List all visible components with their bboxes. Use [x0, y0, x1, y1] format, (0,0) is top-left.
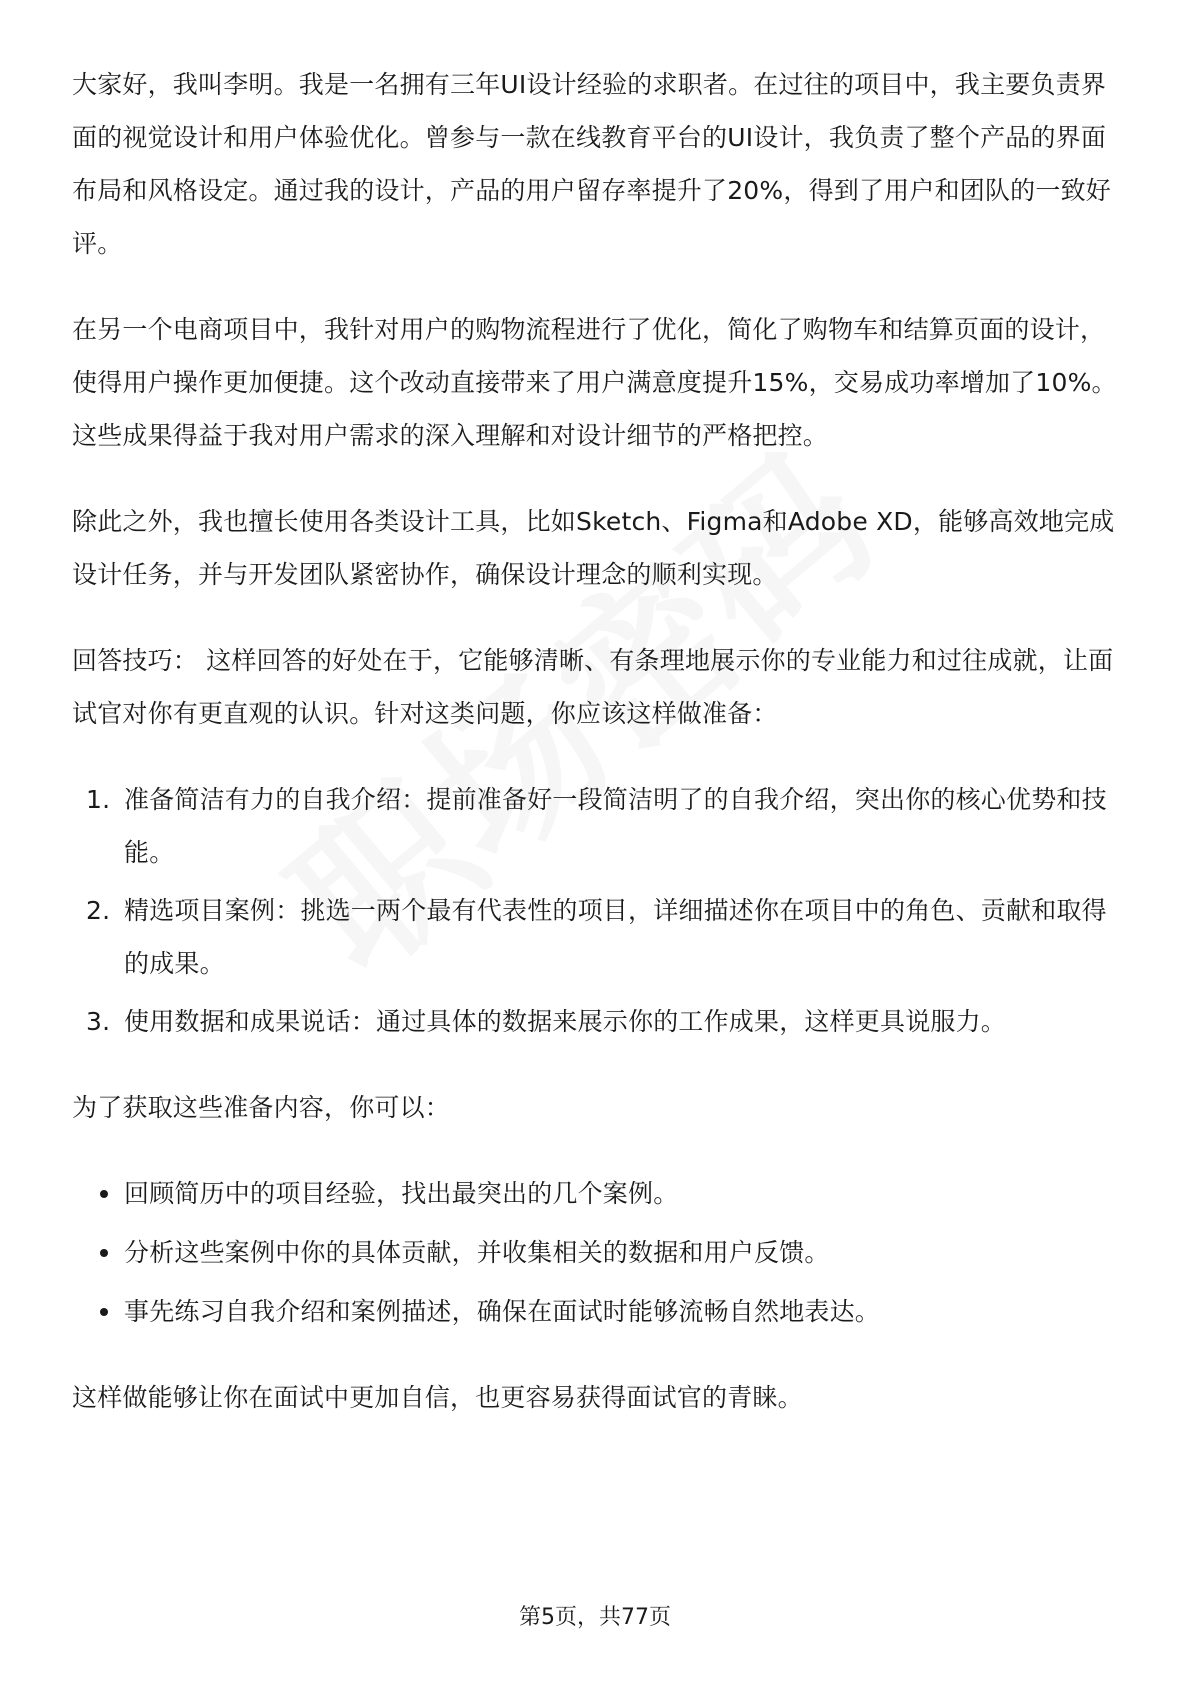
list-item-text: 使用数据和成果说话：通过具体的数据来展示你的工作成果，这样更具说服力。 [124, 1007, 1007, 1036]
tools-paragraph: 除此之外，我也擅长使用各类设计工具，比如Sketch、Figma和Adobe XD，能够高效地完成设计任务，并与开发团队紧密协作，确保设计理念的顺利实现。 [72, 507, 1115, 589]
bullet-icon [100, 1249, 108, 1257]
list-item-text: 事先练习自我介绍和案例描述，确保在面试时能够流畅自然地表达。 [124, 1297, 881, 1326]
bullet-icon [100, 1308, 108, 1316]
list-item-text: 回顾简历中的项目经验，找出最突出的几个案例。 [124, 1179, 679, 1208]
ecommerce-paragraph: 在另一个电商项目中，我针对用户的购物流程进行了优化，简化了购物车和结算页面的设计，使得用户操作更加便捷。这个改动直接带来了用户满意度提升15%，交易成功率增加了10%。这些成果得益于我对用户需求的深入理解和对设计细节的严格把控。 [72, 315, 1117, 450]
preparation-steps-list [72, 773, 1130, 1048]
prepare-bullets-list [72, 1167, 1130, 1338]
list-item [72, 773, 1130, 879]
tips-paragraph: 回答技巧： 这样回答的好处在于，它能够清晰、有条理地展示你的专业能力和过往成就，让面试官对你有更直观的认识。针对这类问题，你应该这样做准备： [72, 646, 1114, 728]
prepare-intro-paragraph: 为了获取这些准备内容，你可以： [72, 1093, 451, 1122]
intro-paragraph: 大家好，我叫李明。我是一名拥有三年UI设计经验的求职者。在过往的项目中，我主要负责界面的视觉设计和用户体验优化。曾参与一款在线教育平台的UI设计，我负责了整个产品的界面布局和风格设定。通过我的设计，产品的用户留存率提升了20%，得到了用户和团队的一致好评。 [72, 70, 1111, 258]
list-item-text: 分析这些案例中你的具体贡献，并收集相关的数据和用户反馈。 [124, 1238, 830, 1267]
closing-paragraph: 这样做能够让你在面试中更加自信，也更容易获得面试官的青睐。 [72, 1383, 803, 1412]
list-item-text: 准备简洁有力的自我介绍：提前准备好一段简洁明了的自我介绍，突出你的核心优势和技能。 [124, 785, 1107, 867]
list-item [72, 1226, 1130, 1279]
list-item [72, 884, 1130, 990]
bullet-icon [100, 1190, 108, 1198]
list-item [72, 1167, 1130, 1220]
list-item [72, 1285, 1130, 1338]
list-item-text: 精选项目案例：挑选一两个最有代表性的项目，详细描述你在项目中的角色、贡献和取得的成果。 [124, 896, 1107, 978]
list-number: 3. [86, 1007, 111, 1036]
list-number: 1. [86, 785, 111, 814]
document-body [72, 58, 1130, 1457]
list-number: 2. [86, 896, 111, 925]
page-number: 第5页，共77页 [519, 1605, 671, 1630]
list-item [72, 995, 1130, 1048]
